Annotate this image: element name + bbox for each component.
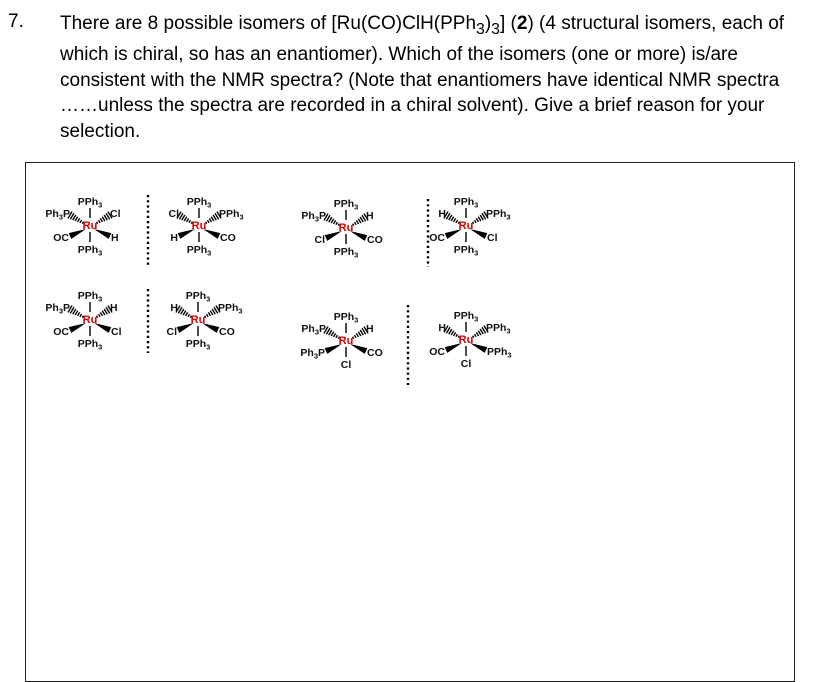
hashed-bond: [187, 218, 189, 222]
hashed-bond: [454, 332, 456, 336]
ligand-label: Cl: [166, 326, 177, 338]
hashed-bond: [478, 331, 481, 335]
ligand-label: Cl: [340, 359, 352, 371]
ruthenium-center: Ru: [82, 314, 98, 326]
hashed-bond: [184, 217, 187, 221]
hashed-bond: [209, 218, 211, 222]
ligand-label: PPh$_3$: [486, 322, 511, 336]
question-number: 7.: [8, 11, 24, 32]
hashed-bond: [356, 333, 358, 337]
hashed-bond: [358, 332, 361, 336]
ligand-label: PPh$_3$: [77, 290, 103, 304]
ligand-label: CO: [219, 326, 235, 338]
hashed-bond: [336, 335, 338, 338]
hashed-bond: [102, 311, 105, 315]
hashed-bond: [207, 220, 209, 223]
ligand-label: H: [366, 210, 374, 222]
ligand-label: PPh$_3$: [218, 302, 243, 316]
isomer-diagram-panel: [25, 162, 795, 682]
hashed-bond: [75, 311, 78, 315]
ligand-label: H: [438, 322, 446, 334]
ligand-label: H: [170, 302, 178, 314]
isomer-structure: [45, 290, 121, 352]
hashed-bond: [75, 217, 78, 221]
isomer-structure: [429, 310, 511, 370]
hashed-bond: [80, 220, 82, 223]
ligand-label: $Ph_3P$: [301, 210, 326, 224]
isomer-structure: [45, 196, 120, 258]
hashed-bond: [336, 222, 338, 225]
question-text-part: ): [484, 13, 492, 34]
ligand-label: PPh$_3$: [453, 244, 479, 258]
isomer-structure: [301, 198, 382, 260]
isomer-structures: [26, 163, 794, 681]
hashed-bond: [476, 218, 478, 222]
ruthenium-center: Ru: [458, 334, 474, 346]
hashed-bond: [454, 218, 456, 222]
hashed-bond: [100, 218, 102, 222]
isomer-structure: [300, 311, 382, 371]
ligand-label: PPh$_3$: [333, 246, 359, 260]
hashed-bond: [78, 218, 80, 222]
hashed-bond: [358, 219, 361, 223]
ligand-label: H: [110, 302, 118, 314]
ligand-label: OC: [429, 232, 445, 244]
ligand-label: PPh$_3$: [333, 311, 359, 325]
ligand-label: H: [366, 323, 374, 335]
ligand-label: PPh$_3$: [219, 208, 244, 222]
question-text-part: There are 8 possible isomers of [Ru(CO)ClH(PPh: [60, 13, 477, 34]
hashed-bond: [456, 220, 458, 223]
hashed-bond: [334, 333, 336, 337]
ligand-label: OC: [53, 326, 69, 338]
isomer-structure: [167, 290, 243, 352]
ligand-label: H: [111, 232, 119, 244]
ligand-label: PPh$_3$: [453, 196, 479, 210]
hashed-bond: [354, 335, 356, 338]
hashed-bond: [331, 332, 334, 336]
ligand-label: Cl: [487, 232, 498, 244]
ligand-label: CO: [220, 232, 236, 244]
ligand-label: Cl: [111, 326, 122, 338]
hashed-bond: [189, 220, 191, 223]
ligand-label: $Ph_3P$: [45, 302, 70, 316]
ligand-label: Cl: [110, 208, 121, 220]
compound-number: 2: [516, 13, 528, 34]
ruthenium-center: Ru: [338, 335, 354, 347]
question-text-part: ) (4 structural isomers, each of which is chiral, so has an enantiomer). Which of the isomers (one or more) is/are consistent with the NMR spectra? (Note that enantiomers have identical NMR spectra ……unless the spectra are recorded in a chiral solvent). Give a brief reason for your selection.: [60, 13, 785, 142]
hashed-bond: [334, 220, 336, 224]
ligand-label: PPh$_3$: [453, 310, 479, 324]
hashed-bond: [80, 314, 82, 317]
ligand-label: PPh$_3$: [77, 244, 103, 258]
hashed-bond: [478, 217, 481, 221]
ligand-label: PPh$_3$: [77, 338, 103, 352]
ligand-label: PPh$_3$: [487, 346, 512, 360]
hashed-bond: [102, 217, 105, 221]
hashed-bond: [188, 314, 190, 317]
subscript: 3: [491, 20, 500, 38]
ligand-label: H: [170, 232, 178, 244]
isomer-structure: [429, 196, 510, 258]
hashed-bond: [331, 219, 334, 223]
hashed-bond: [186, 312, 188, 316]
subscript: 3: [476, 20, 485, 38]
ligand-label: OC: [53, 232, 69, 244]
ligand-label: PPh$_3$: [186, 244, 212, 258]
hashed-bond: [474, 220, 476, 223]
hashed-bond: [210, 311, 213, 315]
ligand-label: H: [438, 208, 446, 220]
ligand-label: PPh$_3$: [185, 290, 211, 304]
ligand-label: $Ph_3P$: [300, 347, 325, 361]
hashed-bond: [183, 311, 186, 315]
isomer-structure: [169, 196, 244, 258]
ligand-label: PPh$_3$: [486, 208, 511, 222]
hashed-bond: [354, 222, 356, 225]
question-text-part: ] (: [499, 13, 517, 34]
hashed-bond: [98, 220, 100, 223]
hashed-bond: [211, 217, 214, 221]
ligand-label: $Ph_3P$: [301, 323, 326, 337]
ruthenium-center: Ru: [458, 220, 474, 232]
hashed-bond: [98, 314, 100, 317]
ruthenium-center: Ru: [191, 220, 207, 232]
ruthenium-center: Ru: [338, 222, 354, 234]
hashed-bond: [206, 314, 208, 317]
hashed-bond: [474, 334, 476, 337]
ligand-label: Cl: [460, 358, 472, 370]
ligand-label: PPh$_3$: [333, 198, 359, 212]
ruthenium-center: Ru: [190, 314, 206, 326]
ligand-label: PPh$_3$: [185, 338, 211, 352]
hashed-bond: [456, 334, 458, 337]
hashed-bond: [451, 331, 454, 335]
ligand-label: Cl: [314, 234, 325, 246]
ruthenium-center: Ru: [82, 220, 98, 232]
ligand-label: PPh$_3$: [186, 196, 212, 210]
ligand-label: $Ph_3P$: [45, 208, 70, 222]
hashed-bond: [78, 312, 80, 316]
hashed-bond: [356, 220, 358, 224]
ligand-label: CO: [367, 234, 383, 246]
hashed-bond: [476, 332, 478, 336]
ligand-label: Cl: [168, 208, 179, 220]
hashed-bond: [100, 312, 102, 316]
ligand-label: PPh$_3$: [77, 196, 103, 210]
question-text: [60, 11, 800, 144]
hashed-bond: [208, 312, 210, 316]
ligand-label: CO: [367, 347, 383, 359]
hashed-bond: [451, 217, 454, 221]
ligand-label: OC: [429, 346, 445, 358]
